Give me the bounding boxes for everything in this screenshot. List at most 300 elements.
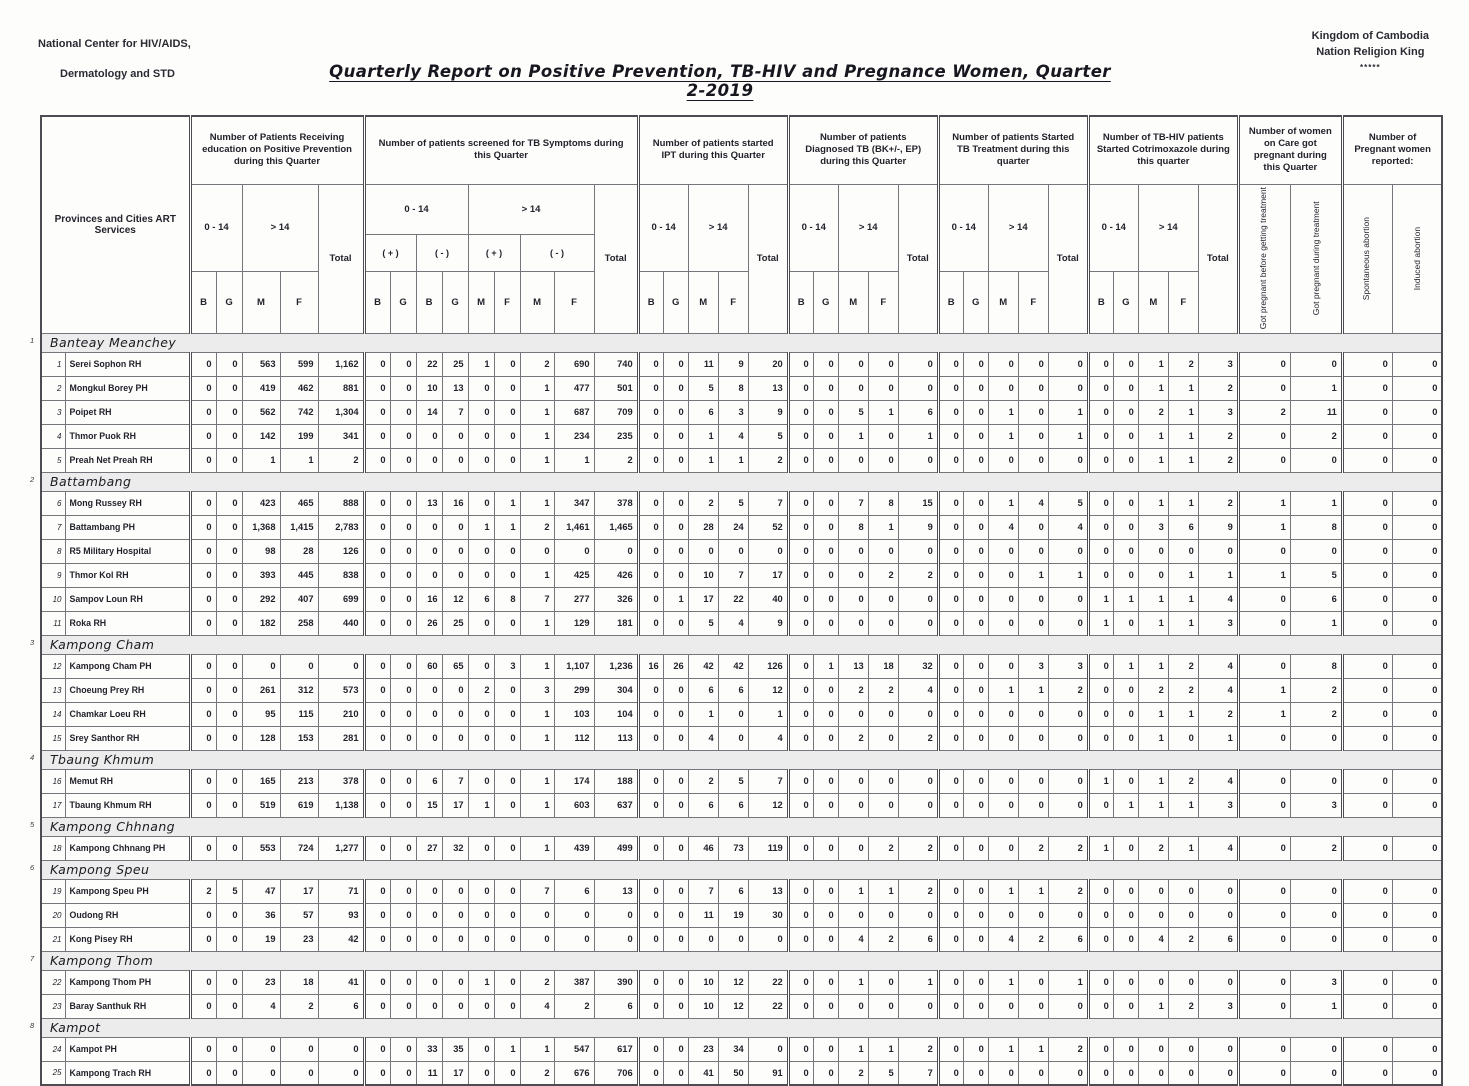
column-group-scr: Number of patients screened for TB Symptoms during this Quarter [364,116,638,184]
column-B: B [190,271,216,333]
table-row [41,611,1442,635]
cell-cot-2: 0 [1138,903,1168,927]
cell-tbt-2: 1 [988,970,1018,994]
cell-edu-4: 341 [318,424,364,448]
cell-ipt-2: 6 [688,678,718,702]
cell-cot-1: 0 [1113,515,1138,539]
cell-scr-2: 0 [416,702,442,726]
cell-diag-2: 2 [838,726,868,750]
cell-diag-4: 6 [898,400,938,424]
cell-scr-3: 7 [442,400,468,424]
cell-tbt-3: 0 [1018,702,1048,726]
cell-cot-4: 6 [1198,927,1238,951]
cell-diag-0: 0 [788,726,813,750]
cell-tbt-0: 0 [938,515,963,539]
cell-cot-1: 0 [1113,678,1138,702]
table-row [41,376,1442,400]
facility-name: Roka RH [65,611,190,635]
facility-name: Kampong Thom PH [65,970,190,994]
cell-scr-6: 2 [520,515,554,539]
cell-ipt-3: 4 [718,611,748,635]
province-band [41,860,1442,879]
cell-scr-3: 0 [442,515,468,539]
cell-tbt-3: 0 [1018,424,1048,448]
cell-edu-1: 0 [216,726,242,750]
cell-preg-0: 0 [1238,611,1290,635]
column-age-0-14: 0 - 14 [938,184,988,271]
cell-tbt-2: 1 [988,879,1018,903]
cell-diag-4: 0 [898,994,938,1018]
cell-cot-4: 2 [1198,448,1238,472]
cell-tbt-2: 0 [988,587,1018,611]
cell-scr-3: 25 [442,352,468,376]
cell-cot-1: 0 [1113,611,1138,635]
cell-cot-3: 0 [1168,970,1198,994]
cell-ipt-2: 42 [688,654,718,678]
cell-preg-3: 0 [1392,903,1442,927]
cell-ipt-2: 5 [688,376,718,400]
row-number: 10 [41,587,65,611]
cell-scr-7: 299 [554,678,594,702]
column-G: G [663,271,688,333]
cell-tbt-4: 0 [1048,903,1088,927]
column-total: Total [898,184,938,333]
cell-preg-0: 0 [1238,726,1290,750]
cell-diag-3: 0 [868,448,898,472]
cell-edu-4: 881 [318,376,364,400]
cell-edu-1: 0 [216,702,242,726]
cell-tbt-4: 2 [1048,678,1088,702]
cell-edu-4: 0 [318,654,364,678]
cell-edu-1: 0 [216,970,242,994]
cell-tbt-2: 0 [988,793,1018,817]
cell-edu-1: 0 [216,491,242,515]
cell-cot-0: 1 [1088,836,1113,860]
column-B: B [788,271,813,333]
cell-diag-3: 0 [868,611,898,635]
cell-cot-2: 1 [1138,654,1168,678]
column-sign: ( + ) [468,235,520,272]
row-number: 5 [41,448,65,472]
cell-cot-2: 1 [1138,994,1168,1018]
cell-edu-4: 93 [318,903,364,927]
facility-name: Thmor Puok RH [65,424,190,448]
cell-ipt-2: 46 [688,836,718,860]
cell-diag-2: 0 [838,702,868,726]
cell-cot-0: 0 [1088,539,1113,563]
cell-scr-5: 0 [494,793,520,817]
cell-tbt-3: 2 [1018,836,1048,860]
cell-scr-7: 6 [554,879,594,903]
cell-ipt-0: 0 [638,400,663,424]
column-F: F [1168,271,1198,333]
cell-tbt-3: 0 [1018,769,1048,793]
facility-name: Mongkul Borey PH [65,376,190,400]
cell-scr-2: 26 [416,611,442,635]
facility-name: Battambang PH [65,515,190,539]
cell-scr-5: 0 [494,970,520,994]
cell-cot-0: 0 [1088,702,1113,726]
cell-ipt-1: 0 [663,994,688,1018]
cell-preg-3: 0 [1392,836,1442,860]
cell-edu-4: 2,783 [318,515,364,539]
cell-preg-1: 0 [1290,927,1342,951]
cell-cot-3: 1 [1168,611,1198,635]
cell-cot-2: 3 [1138,515,1168,539]
cell-scr-0: 0 [364,927,390,951]
table-row [41,448,1442,472]
cell-scr-2: 14 [416,400,442,424]
cell-diag-4: 0 [898,539,938,563]
cell-edu-0: 0 [190,424,216,448]
cell-scr-0: 0 [364,1037,390,1061]
province-name: Kampot [50,1019,101,1035]
facility-name: Srey Santhor RH [65,726,190,750]
table-row [41,400,1442,424]
cell-diag-3: 0 [868,352,898,376]
cell-scr-5: 0 [494,994,520,1018]
cell-scr-8: 113 [594,726,638,750]
cell-scr-5: 0 [494,539,520,563]
province-number: 8 [30,1020,35,1030]
cell-scr-7: 277 [554,587,594,611]
cell-diag-2: 0 [838,793,868,817]
table-row [41,726,1442,750]
cell-scr-4: 1 [468,970,494,994]
cell-cot-1: 0 [1113,836,1138,860]
cell-diag-4: 0 [898,352,938,376]
cell-scr-4: 0 [468,448,494,472]
cell-diag-3: 8 [868,491,898,515]
cell-diag-0: 0 [788,970,813,994]
cell-tbt-3: 0 [1018,726,1048,750]
row-number: 15 [41,726,65,750]
cell-diag-4: 7 [898,1061,938,1085]
cell-ipt-2: 28 [688,515,718,539]
cell-diag-3: 0 [868,539,898,563]
cell-tbt-2: 1 [988,491,1018,515]
cell-scr-5: 0 [494,678,520,702]
cell-preg-0: 1 [1238,515,1290,539]
cell-scr-3: 0 [442,994,468,1018]
row-number: 14 [41,702,65,726]
cell-scr-5: 0 [494,927,520,951]
cell-tbt-2: 0 [988,1061,1018,1085]
cell-ipt-4: 12 [748,678,788,702]
cell-preg-2: 0 [1342,793,1392,817]
province-name: Kampong Chhnang [50,818,176,834]
cell-diag-4: 0 [898,376,938,400]
cell-ipt-3: 24 [718,515,748,539]
cell-scr-1: 0 [390,726,416,750]
cell-ipt-3: 34 [718,1037,748,1061]
cell-edu-1: 5 [216,879,242,903]
cell-scr-7: 1,461 [554,515,594,539]
cell-preg-1: 5 [1290,563,1342,587]
cell-tbt-0: 0 [938,491,963,515]
cell-diag-2: 1 [838,879,868,903]
cell-scr-8: 0 [594,903,638,927]
cell-diag-1: 0 [813,793,838,817]
cell-diag-4: 0 [898,793,938,817]
cell-scr-5: 1 [494,515,520,539]
cell-diag-0: 0 [788,448,813,472]
cell-scr-0: 0 [364,376,390,400]
facility-name: Chamkar Loeu RH [65,702,190,726]
cell-preg-0: 0 [1238,879,1290,903]
cell-edu-0: 0 [190,352,216,376]
cell-cot-3: 2 [1168,927,1198,951]
cell-ipt-0: 0 [638,793,663,817]
cell-cot-2: 1 [1138,376,1168,400]
cell-cot-1: 0 [1113,448,1138,472]
kingdom-stars: ***** [1360,63,1381,72]
cell-ipt-4: 9 [748,400,788,424]
column-B: B [638,271,663,333]
cell-diag-1: 0 [813,563,838,587]
facility-name: Memut RH [65,769,190,793]
cell-cot-3: 1 [1168,563,1198,587]
cell-preg-0: 0 [1238,1037,1290,1061]
cell-scr-6: 1 [520,424,554,448]
cell-scr-4: 0 [468,927,494,951]
column-F: F [1018,271,1048,333]
cell-scr-5: 1 [494,1037,520,1061]
cell-ipt-2: 4 [688,726,718,750]
column-age-gt14: > 14 [1138,184,1198,271]
cell-scr-6: 2 [520,970,554,994]
cell-edu-4: 0 [318,1037,364,1061]
cell-scr-1: 0 [390,836,416,860]
province-band [41,951,1442,970]
cell-edu-0: 0 [190,587,216,611]
cell-ipt-2: 10 [688,994,718,1018]
cell-diag-1: 0 [813,769,838,793]
cell-ipt-0: 0 [638,970,663,994]
cell-ipt-4: 126 [748,654,788,678]
cell-edu-2: 419 [242,376,280,400]
facility-name: Kampong Trach RH [65,1061,190,1085]
cell-tbt-0: 0 [938,836,963,860]
column-sign: ( - ) [520,235,594,272]
cell-scr-0: 0 [364,424,390,448]
cell-ipt-2: 10 [688,970,718,994]
column-age-gt14: > 14 [242,184,318,271]
cell-scr-2: 0 [416,994,442,1018]
cell-scr-0: 0 [364,611,390,635]
cell-diag-3: 1 [868,879,898,903]
cell-ipt-1: 0 [663,903,688,927]
cell-tbt-4: 0 [1048,1061,1088,1085]
cell-edu-4: 1,162 [318,352,364,376]
cell-scr-0: 0 [364,1061,390,1085]
cell-scr-3: 0 [442,970,468,994]
cell-edu-2: 423 [242,491,280,515]
cell-edu-3: 742 [280,400,318,424]
cell-tbt-3: 0 [1018,994,1048,1018]
cell-cot-0: 0 [1088,994,1113,1018]
cell-cot-1: 0 [1113,376,1138,400]
facility-name: Oudong RH [65,903,190,927]
cell-scr-8: 235 [594,424,638,448]
cell-edu-1: 0 [216,1037,242,1061]
cell-scr-8: 326 [594,587,638,611]
cell-scr-7: 690 [554,352,594,376]
cell-diag-0: 0 [788,927,813,951]
province-band [41,635,1442,654]
cell-preg-0: 0 [1238,654,1290,678]
cell-diag-2: 0 [838,903,868,927]
column-group-edu: Number of Patients Receiving education on Positive Prevention during this Quarter [190,116,364,184]
cell-cot-1: 0 [1113,400,1138,424]
cell-scr-1: 0 [390,587,416,611]
cell-tbt-0: 0 [938,587,963,611]
cell-diag-1: 0 [813,515,838,539]
column-group-tbt: Number of patients Started TB Treatment during this quarter [938,116,1088,184]
cell-scr-4: 0 [468,702,494,726]
cell-cot-2: 1 [1138,491,1168,515]
cell-scr-4: 0 [468,903,494,927]
cell-preg-1: 1 [1290,491,1342,515]
cell-cot-4: 0 [1198,970,1238,994]
cell-scr-0: 0 [364,769,390,793]
facility-name: Sampov Loun RH [65,587,190,611]
cell-scr-1: 0 [390,611,416,635]
cell-cot-1: 0 [1113,491,1138,515]
cell-cot-4: 3 [1198,994,1238,1018]
cell-tbt-2: 1 [988,400,1018,424]
cell-preg-1: 3 [1290,970,1342,994]
column-M: M [988,271,1018,333]
cell-edu-4: 0 [318,1061,364,1085]
cell-diag-4: 1 [898,970,938,994]
cell-preg-2: 0 [1342,702,1392,726]
cell-ipt-0: 0 [638,726,663,750]
column-sign: ( - ) [416,235,468,272]
cell-scr-2: 33 [416,1037,442,1061]
cell-edu-0: 0 [190,702,216,726]
cell-edu-0: 0 [190,539,216,563]
cell-preg-3: 0 [1392,587,1442,611]
cell-scr-6: 1 [520,448,554,472]
province-name: Kampong Cham [50,636,155,652]
cell-edu-1: 0 [216,563,242,587]
cell-edu-1: 0 [216,424,242,448]
cell-scr-7: 387 [554,970,594,994]
cell-scr-4: 0 [468,836,494,860]
cell-edu-2: 19 [242,927,280,951]
cell-scr-2: 6 [416,769,442,793]
cell-scr-0: 0 [364,515,390,539]
cell-scr-6: 1 [520,1037,554,1061]
cell-ipt-4: 22 [748,970,788,994]
column-total: Total [1198,184,1238,333]
cell-scr-2: 0 [416,424,442,448]
cell-scr-4: 0 [468,726,494,750]
province-band-cell [30,1018,1442,1037]
cell-edu-1: 0 [216,769,242,793]
cell-ipt-4: 9 [748,611,788,635]
cell-diag-3: 18 [868,654,898,678]
cell-edu-0: 0 [190,611,216,635]
cell-tbt-4: 3 [1048,654,1088,678]
cell-edu-2: 98 [242,539,280,563]
cell-scr-0: 0 [364,539,390,563]
cell-cot-3: 2 [1168,352,1198,376]
cell-tbt-2: 1 [988,424,1018,448]
cell-scr-3: 0 [442,539,468,563]
cell-preg-0: 0 [1238,1061,1290,1085]
cell-scr-3: 17 [442,793,468,817]
cell-diag-3: 0 [868,424,898,448]
province-band [41,750,1442,769]
cell-diag-2: 1 [838,1037,868,1061]
cell-tbt-0: 0 [938,539,963,563]
cell-diag-3: 0 [868,793,898,817]
facility-name: Choeung Prey RH [65,678,190,702]
row-number: 8 [41,539,65,563]
table-row [41,1061,1442,1085]
cell-tbt-2: 4 [988,515,1018,539]
column-group-preg1: Number of women on Care got pregnant during this Quarter [1238,116,1342,184]
cell-edu-4: 2 [318,448,364,472]
cell-edu-3: 258 [280,611,318,635]
cell-tbt-3: 0 [1018,587,1048,611]
cell-tbt-0: 0 [938,970,963,994]
cell-preg-1: 1 [1290,994,1342,1018]
cell-cot-2: 1 [1138,611,1168,635]
cell-scr-3: 13 [442,376,468,400]
cell-tbt-1: 0 [963,376,988,400]
cell-edu-4: 71 [318,879,364,903]
cell-preg-3: 0 [1392,678,1442,702]
cell-preg-1: 0 [1290,539,1342,563]
cell-scr-7: 603 [554,793,594,817]
cell-scr-1: 0 [390,563,416,587]
cell-ipt-2: 1 [688,448,718,472]
column-age-0-14: 0 - 14 [364,184,468,235]
cell-scr-6: 1 [520,611,554,635]
cell-tbt-3: 1 [1018,678,1048,702]
cell-diag-4: 0 [898,769,938,793]
cell-scr-2: 0 [416,970,442,994]
cell-scr-6: 2 [520,1061,554,1085]
cell-scr-3: 0 [442,563,468,587]
cell-tbt-3: 0 [1018,903,1048,927]
province-name: Kampong Thom [50,952,154,968]
cell-diag-0: 0 [788,1037,813,1061]
cell-cot-1: 0 [1113,970,1138,994]
cell-diag-4: 0 [898,587,938,611]
column-total: Total [1048,184,1088,333]
cell-ipt-0: 0 [638,927,663,951]
cell-preg-3: 0 [1392,702,1442,726]
cell-ipt-1: 0 [663,563,688,587]
cell-cot-2: 2 [1138,400,1168,424]
cell-cot-0: 0 [1088,903,1113,927]
cell-edu-4: 6 [318,994,364,1018]
cell-scr-5: 0 [494,903,520,927]
cell-ipt-0: 0 [638,836,663,860]
column-B: B [1088,271,1113,333]
quarterly-report-table [30,115,1443,1086]
cell-scr-3: 0 [442,678,468,702]
facility-name: Poipet RH [65,400,190,424]
cell-cot-3: 0 [1168,539,1198,563]
cell-cot-4: 4 [1198,587,1238,611]
cell-cot-2: 1 [1138,448,1168,472]
cell-ipt-3: 42 [718,654,748,678]
